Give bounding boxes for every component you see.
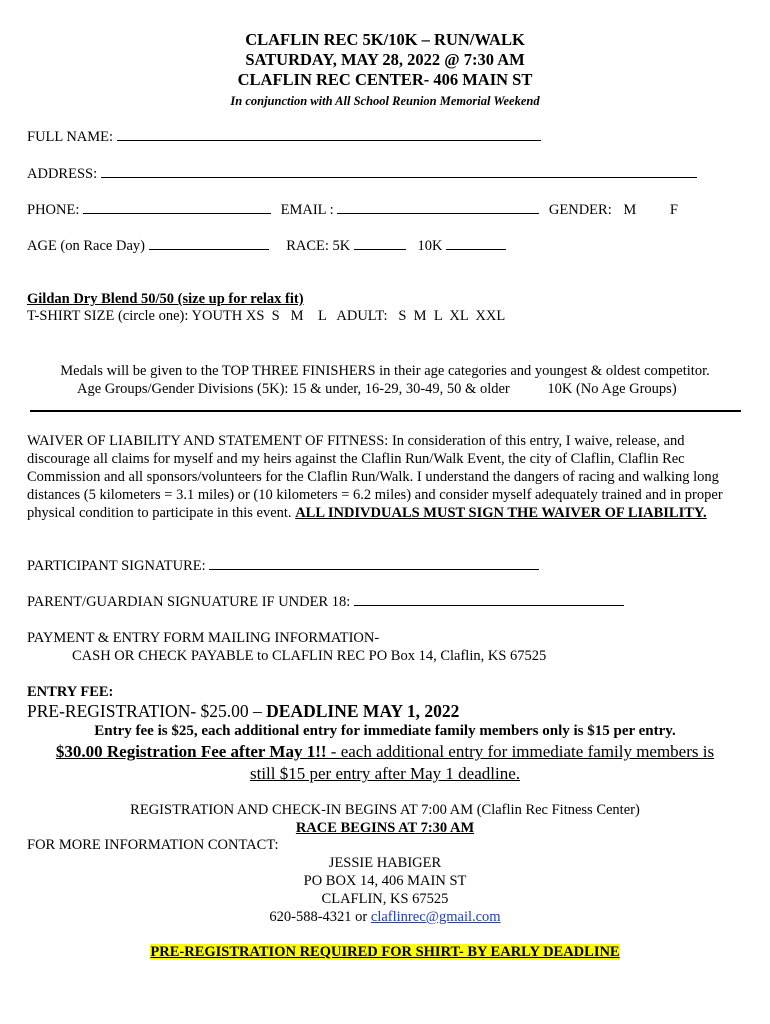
- participant-signature-label: PARTICIPANT SIGNATURE:: [27, 558, 206, 574]
- gender-label: GENDER:: [548, 202, 612, 218]
- age-race-row: [27, 237, 506, 255]
- full-name-row: [27, 128, 541, 146]
- guardian-signature-label: PARENT/GUARDIAN SIGNUATURE IF UNDER 18:: [27, 594, 351, 610]
- age-field[interactable]: [149, 237, 269, 250]
- late-fee-note-1: - each additional entry for immediate family members is: [326, 742, 715, 761]
- prereg-row: [27, 700, 459, 722]
- race-10k-label: 10K: [417, 238, 443, 254]
- email-field[interactable]: [337, 201, 539, 214]
- age-label: AGE (on Race Day): [27, 238, 145, 254]
- title-date: SATURDAY, MAY 28, 2022 @ 7:30 AM: [245, 50, 525, 69]
- footer-row: [0, 943, 770, 961]
- contact-address-1: PO BOX 14, 406 MAIN ST: [303, 873, 467, 889]
- deadline-text: DEADLINE MAY 1, 2022: [266, 701, 460, 721]
- contact-email-link[interactable]: claflinrec@gmail.com: [370, 909, 501, 925]
- gender-option-f[interactable]: F: [669, 202, 678, 218]
- section-divider: [30, 410, 741, 412]
- guardian-signature-row: [27, 593, 624, 611]
- participant-signature-row: [27, 557, 539, 575]
- contact-phone-row: [0, 908, 770, 926]
- age-groups-row: [77, 380, 677, 398]
- phone-row: [27, 201, 678, 219]
- phone-field[interactable]: [83, 201, 271, 214]
- contact-label: FOR MORE INFORMATION CONTACT:: [27, 837, 279, 853]
- waiver-text: WAIVER OF LIABILITY AND STATEMENT OF FITNESS: In consideration of this entry, I waive, release, and discourage all claims for myself and my heirs against the Claflin Run/Walk Event, the city of Claflin, Claflin Rec Commission and all sponsors/volunteers for the Claflin Run/Walk. I understand the dangers of racing and walking long distances (5 kilometers = 3.1 miles) or (10 kilometers = 6.2 miles) and consider myself adequately trained and in proper physical condition to participate in this event.: [27, 433, 723, 521]
- ten-k-note: 10K (No Age Groups): [547, 381, 677, 397]
- checkin-time: REGISTRATION AND CHECK-IN BEGINS AT 7:00 AM (Claflin Rec Fitness Center): [130, 802, 640, 818]
- shirt-heading: Gildan Dry Blend 50/50 (size up for relax fit): [27, 291, 304, 307]
- contact-name: JESSIE HABIGER: [328, 855, 442, 871]
- title-event: CLAFLIN REC 5K/10K – RUN/WALK: [245, 30, 525, 49]
- title-location: CLAFLIN REC CENTER- 406 MAIN ST: [237, 70, 533, 89]
- subtitle: In conjunction with All School Reunion Memorial Weekend: [230, 94, 540, 108]
- payment-heading: PAYMENT & ENTRY FORM MAILING INFORMATION-: [27, 630, 380, 646]
- race-start-time: RACE BEGINS AT 7:30 AM: [295, 820, 475, 836]
- entry-fee-note: Entry fee is $25, each additional entry for immediate family members only is $15 per entry.: [94, 723, 676, 739]
- email-label: EMAIL :: [280, 202, 334, 218]
- waiver-emphasis: ALL INDIVDUALS MUST SIGN THE WAIVER OF LIABILITY.: [295, 505, 707, 521]
- race-10k-field[interactable]: [446, 237, 506, 250]
- race-5k-field[interactable]: [354, 237, 406, 250]
- full-name-field[interactable]: [117, 128, 541, 141]
- late-fee-text: $30.00 Registration Fee after May 1!!: [55, 742, 327, 761]
- late-fee-row: [0, 741, 770, 763]
- shirt-size-options[interactable]: T-SHIRT SIZE (circle one): YOUTH XS S M L ADULT: S M L XL XXL: [27, 308, 506, 324]
- address-label: ADDRESS:: [27, 166, 98, 182]
- late-fee-note-2: still $15 per entry after May 1 deadline.: [249, 764, 521, 783]
- address-row: [27, 165, 697, 183]
- guardian-signature-field[interactable]: [354, 593, 624, 606]
- contact-address-2: CLAFLIN, KS 67525: [321, 891, 449, 907]
- waiver-paragraph: [27, 432, 743, 522]
- phone-label: PHONE:: [27, 202, 80, 218]
- participant-signature-field[interactable]: [209, 557, 539, 570]
- prereg-text: PRE-REGISTRATION- $25.00 –: [27, 701, 267, 721]
- footer-notice: PRE-REGISTRATION REQUIRED FOR SHIRT- BY EARLY DEADLINE: [150, 944, 620, 960]
- address-field[interactable]: [101, 165, 697, 178]
- medals-note: Medals will be given to the TOP THREE FINISHERS in their age categories and youngest & oldest competitor.: [60, 363, 710, 379]
- full-name-label: FULL NAME:: [27, 129, 114, 145]
- race-label: RACE: 5K: [286, 238, 351, 254]
- payment-detail: CASH OR CHECK PAYABLE to CLAFLIN REC PO Box 14, Claflin, KS 67525: [72, 648, 547, 664]
- age-groups-text: Age Groups/Gender Divisions (5K): 15 & under, 16-29, 30-49, 50 & older: [77, 381, 510, 397]
- contact-phone: 620-588-4321 or: [269, 909, 371, 925]
- gender-option-m[interactable]: M: [623, 202, 637, 218]
- entry-fee-label: ENTRY FEE:: [27, 684, 114, 700]
